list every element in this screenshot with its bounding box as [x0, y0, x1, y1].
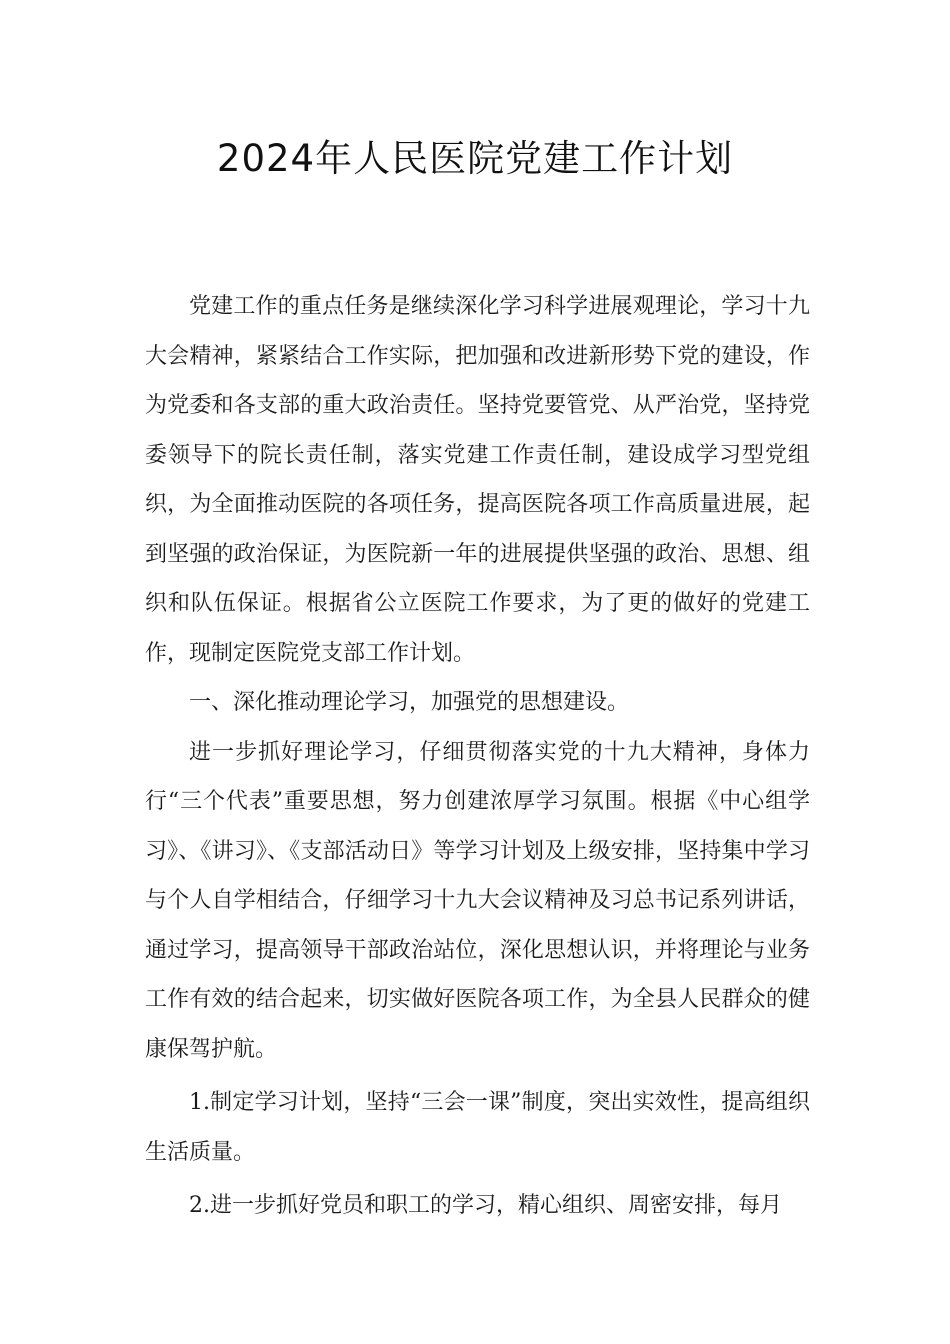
list-item-2: 2.进一步抓好党员和职工的学习，精心组织、周密安排，每月 — [189, 1193, 782, 1218]
section-1-paragraph: 进一步抓好理论学习，仔细贯彻落实党的十九大精神，身体力行“三个代表”重要思想，努力创建浓厚学习氛围。根据《中心组学习》、《讲习》、《支部活动日》等学习计划及上级安排，坚持集中学习与个人自学相结合，仔细学习十九大会议精神及习总书记系列讲话，通过学习，提高领导干部政治站位，深化思想认识，并将理论与业务工作有效的结合起来，切实做好医院各项工作，为全县人民群众的健康保驾护航。 — [145, 739, 810, 1062]
document-body — [145, 282, 810, 1231]
list-item-1: 1.制定学习计划，坚持“三会一课”制度，突出实效性，提高组织生活质量。 — [145, 1090, 810, 1165]
section-heading-1: 一、深化推动理论学习，加强党的思想建设。 — [189, 690, 630, 715]
document-title: 2024年人民医院党建工作计划 — [216, 137, 734, 180]
intro-paragraph: 党建工作的重点任务是继续深化学习科学进展观理论，学习十九大会精神，紧紧结合工作实际，把加强和改进新形势下党的建设，作为党委和各支部的重大政治责任。坚持党要管党、从严治党，坚持党委领导下的院长责任制，落实党建工作责任制，建设成学习型党组织，为全面推动医院的各项任务，提高医院各项工作高质量进展，起到坚强的政治保证，为医院新一年的进展提供坚强的政治、思想、组织和队伍保证。根据省公立医院工作要求，为了更的做好的党建工作，现制定医院党支部工作计划。 — [145, 294, 810, 666]
